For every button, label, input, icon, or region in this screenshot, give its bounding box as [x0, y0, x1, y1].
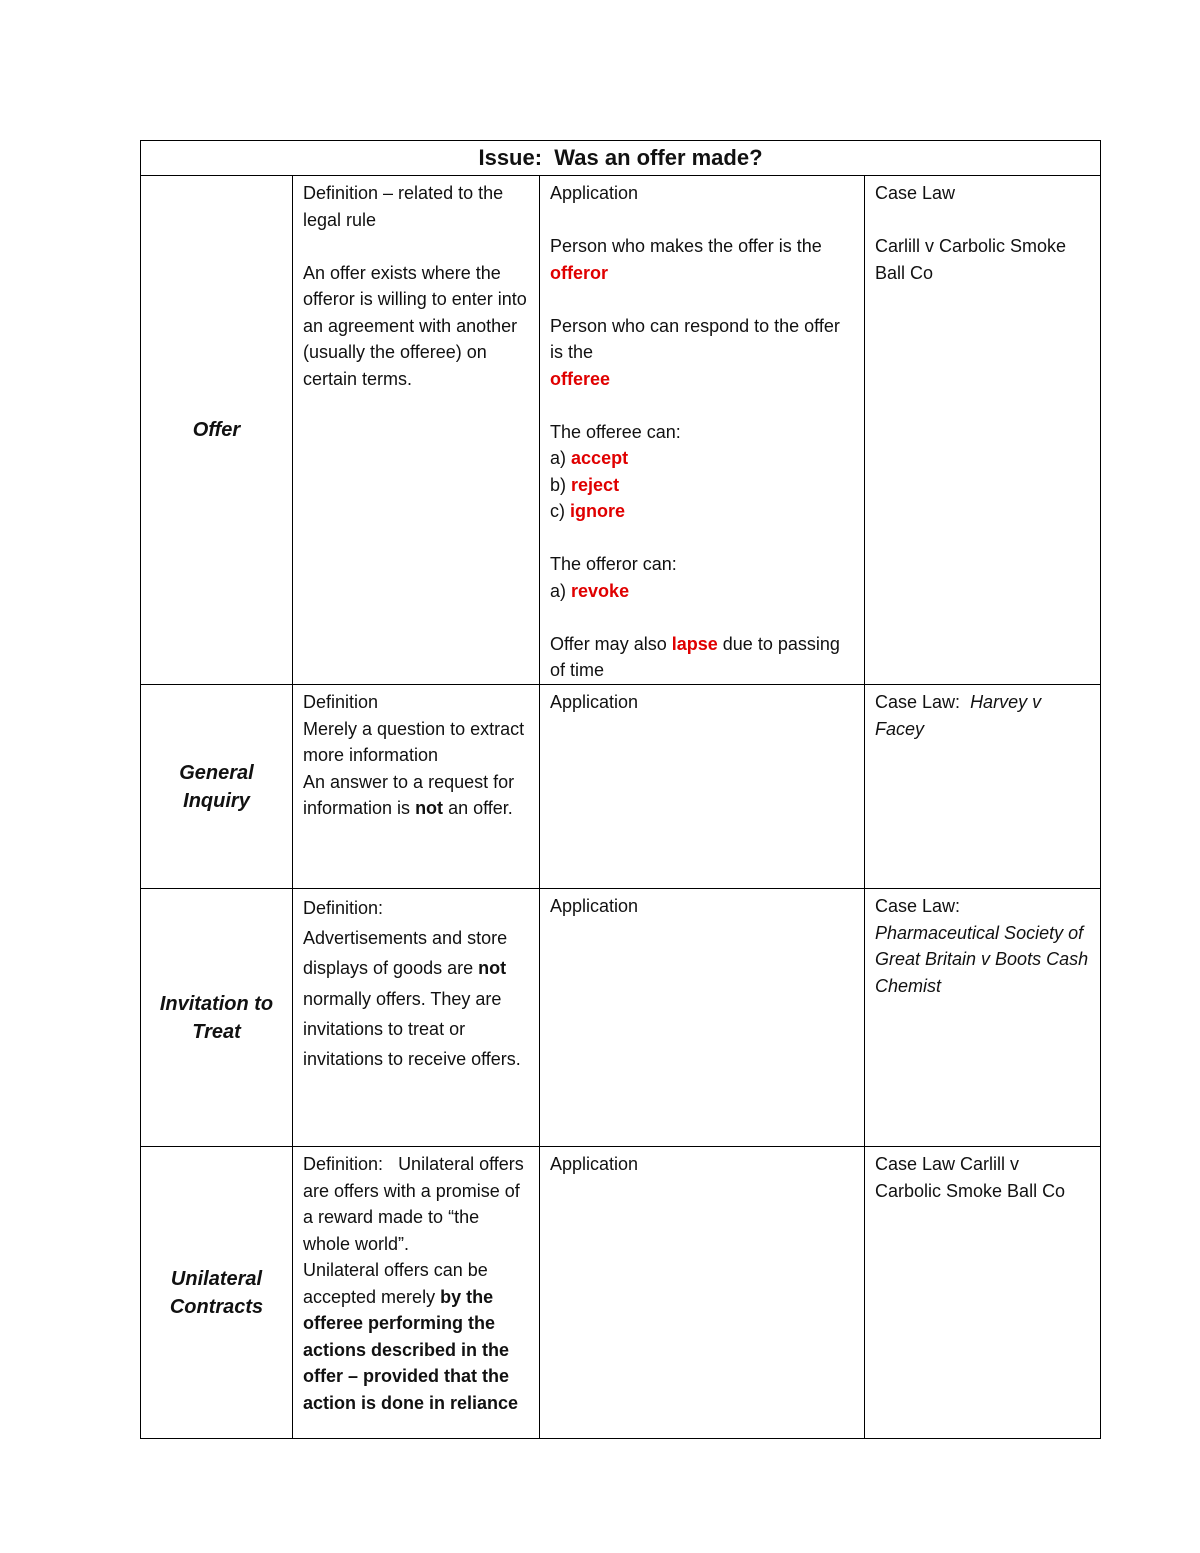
option-prefix: c) [550, 501, 565, 521]
application-cell [540, 176, 865, 685]
option-term: ignore [570, 501, 626, 521]
list-item [550, 498, 854, 525]
definition-before: Unilateral offers can be accepted merely [303, 1260, 488, 1307]
list-item [550, 578, 854, 605]
option-term: revoke [571, 580, 630, 601]
definition-text2 [303, 1257, 529, 1416]
definition-heading: Definition – related to the legal rule [303, 183, 504, 230]
lapse-term: lapse [671, 633, 718, 654]
definition-cell [293, 1147, 540, 1439]
definition-before: An answer to a request for information is [303, 771, 515, 818]
lapse-after: due to passing of time [550, 633, 840, 680]
offeror-term: offeror [550, 262, 608, 283]
definition-line1: Merely a question to extract more information [303, 718, 525, 765]
row-label-line2: Contracts [169, 1295, 264, 1318]
definition-bold: by the offeree performing the actions described in the offer – provided that the action is done in reliance [303, 1286, 519, 1413]
case-law-cell [865, 889, 1101, 1147]
option-prefix: b) [550, 474, 567, 495]
case-law-text [875, 689, 1090, 742]
definition-heading: Definition: [303, 898, 384, 918]
application-heading: Application [550, 183, 639, 203]
definition-before: Advertisements and store displays of goods are [303, 928, 508, 979]
definition-text1 [303, 1151, 529, 1257]
definition-bold: not [478, 958, 507, 979]
case-law-cell [865, 685, 1101, 889]
table-row-invitation-to-treat [141, 889, 1101, 1147]
option-term: accept [571, 448, 629, 468]
case-law-cell [865, 176, 1101, 685]
title-row [141, 141, 1101, 176]
definition-heading: Definition [303, 692, 379, 712]
issue-label: Issue: [478, 145, 543, 170]
application-heading: Application [550, 692, 639, 712]
application-cell [540, 1147, 865, 1439]
case-law-heading: Case Law: [875, 692, 961, 712]
option-prefix: a) [550, 448, 567, 468]
issue-question: Was an offer made? [554, 145, 763, 170]
definition-after: normally offers. They are invitations to treat or invitations to receive offers. [303, 988, 521, 1070]
offeree-term: offeree [550, 368, 611, 389]
definition-cell [293, 685, 540, 889]
application-cell [540, 685, 865, 889]
table-row-unilateral-contracts [141, 1147, 1101, 1439]
lapse-before: Offer may also [550, 633, 667, 654]
row-label-line1: General [179, 761, 254, 784]
row-label-offer [141, 176, 293, 685]
case-name: Carlill v Carbolic Smoke Ball Co [875, 236, 1067, 283]
row-label-line2: Inquiry [183, 789, 250, 812]
case-law-heading: Case Law [875, 183, 956, 203]
offeror-can: The offeror can: [550, 554, 677, 574]
row-label-text: Offer [192, 419, 241, 441]
row-label-invitation-to-treat [141, 889, 293, 1147]
offeree-can: The offeree can: [550, 421, 681, 442]
definition-line2 [303, 769, 529, 822]
case-name: Harvey v Facey [875, 692, 1042, 739]
offeror-line: Person who makes the offer is the [550, 236, 822, 256]
option-term: reject [571, 474, 620, 495]
row-label-line1: Invitation to [159, 992, 274, 1015]
table-title [141, 141, 1101, 176]
table-row-offer [141, 176, 1101, 685]
offeree-line: Person who can respond to the offer is the [550, 315, 840, 362]
application-heading: Application [550, 1154, 639, 1174]
case-law-cell [865, 1147, 1101, 1439]
definition-after: an offer. [448, 798, 513, 818]
definition-text: An offer exists where the offeror is willing to enter into an agreement with another (usually the offeree) on certain terms. [303, 262, 527, 389]
lapse-text [550, 631, 854, 684]
definition-bold: not [415, 798, 444, 818]
case-law-heading: Case Law: [875, 896, 961, 916]
application-cell [540, 889, 865, 1147]
row-label-line1: Unilateral [170, 1267, 263, 1290]
row-label-line2: Treat [192, 1020, 241, 1043]
definition-sentence: Unilateral offers are offers with a promise of a reward made to “the whole world”. [303, 1154, 524, 1254]
case-law-text: Case Law Carlill v Carbolic Smoke Ball Co [875, 1154, 1066, 1201]
application-heading: Application [550, 896, 639, 916]
offer-issue-table [140, 140, 1101, 1439]
row-label-general-inquiry [141, 685, 293, 889]
definition-cell [293, 176, 540, 685]
case-name: Pharmaceutical Society of Great Britain v Boots Cash Chemist [875, 922, 1089, 996]
option-prefix: a) [550, 580, 567, 601]
definition-heading: Definition: [303, 1154, 384, 1174]
list-item [550, 445, 854, 472]
definition-cell [293, 889, 540, 1147]
list-item [550, 472, 854, 499]
definition-text [303, 923, 529, 1074]
row-label-unilateral-contracts [141, 1147, 293, 1439]
table-row-general-inquiry [141, 685, 1101, 889]
